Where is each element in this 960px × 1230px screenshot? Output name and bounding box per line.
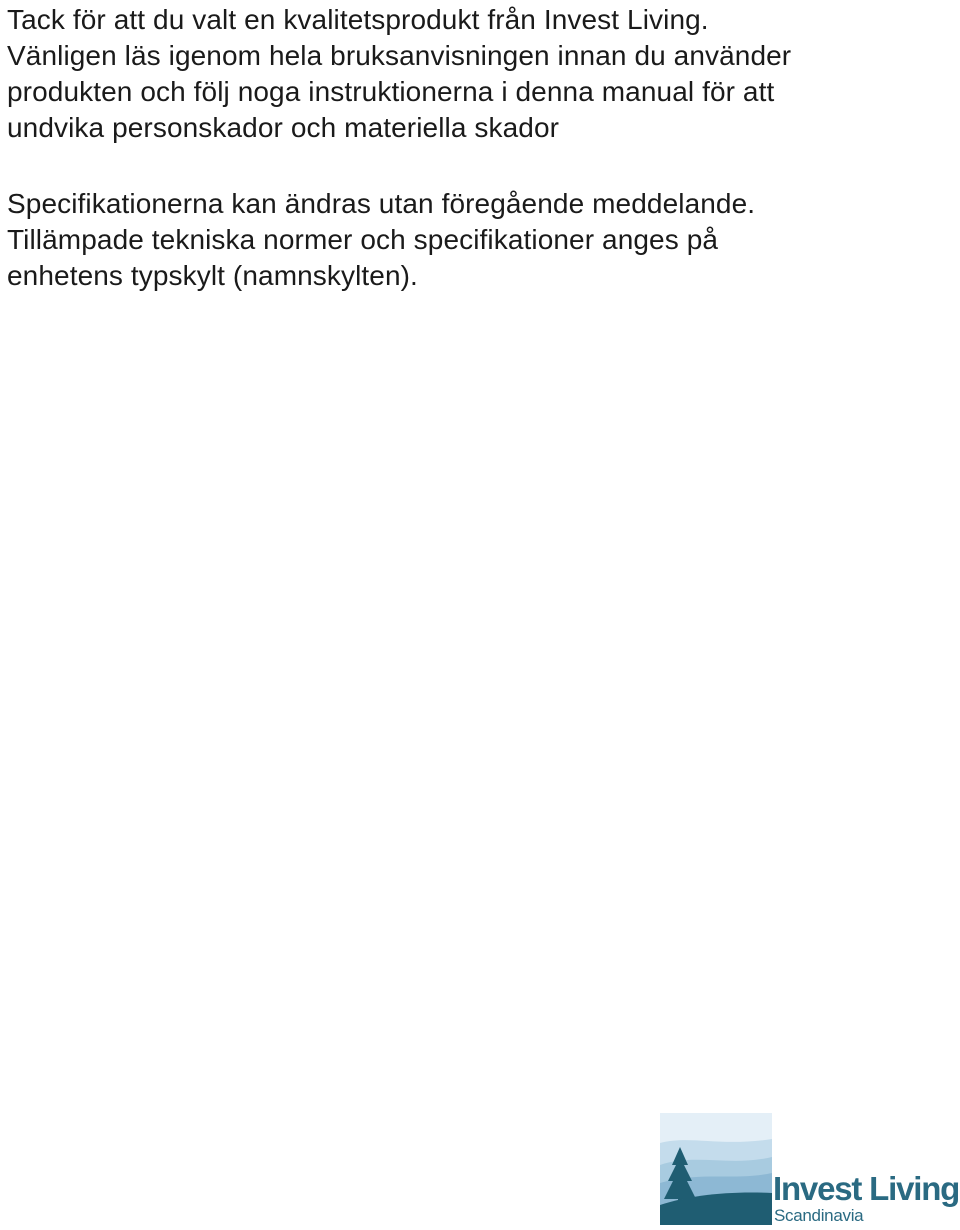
intro-paragraph xyxy=(7,2,952,146)
text-line: undvika personskador och materiella skador xyxy=(7,112,560,143)
invest-living-logo xyxy=(660,1113,960,1227)
text-line: Tillämpade tekniska normer och specifikationer anges på xyxy=(7,224,719,255)
text-line: enhetens typskylt (namnskylten). xyxy=(7,260,418,291)
text-line: produkten och följ noga instruktionerna i denna manual för att xyxy=(7,76,775,107)
text-line: Vänligen läs igenom hela bruksanvisningen innan du använder xyxy=(7,40,792,71)
document-body xyxy=(7,2,952,294)
text-line: Specifikationerna kan ändras utan föregående meddelande. xyxy=(7,188,756,219)
tree-landscape-icon xyxy=(660,1113,772,1225)
logo-sub-text: Scandinavia xyxy=(774,1206,864,1225)
text-line: Tack för att du valt en kvalitetsprodukt från Invest Living. xyxy=(7,4,709,35)
logo-brand-text: Invest Living xyxy=(773,1170,960,1207)
specifications-paragraph xyxy=(7,186,952,294)
